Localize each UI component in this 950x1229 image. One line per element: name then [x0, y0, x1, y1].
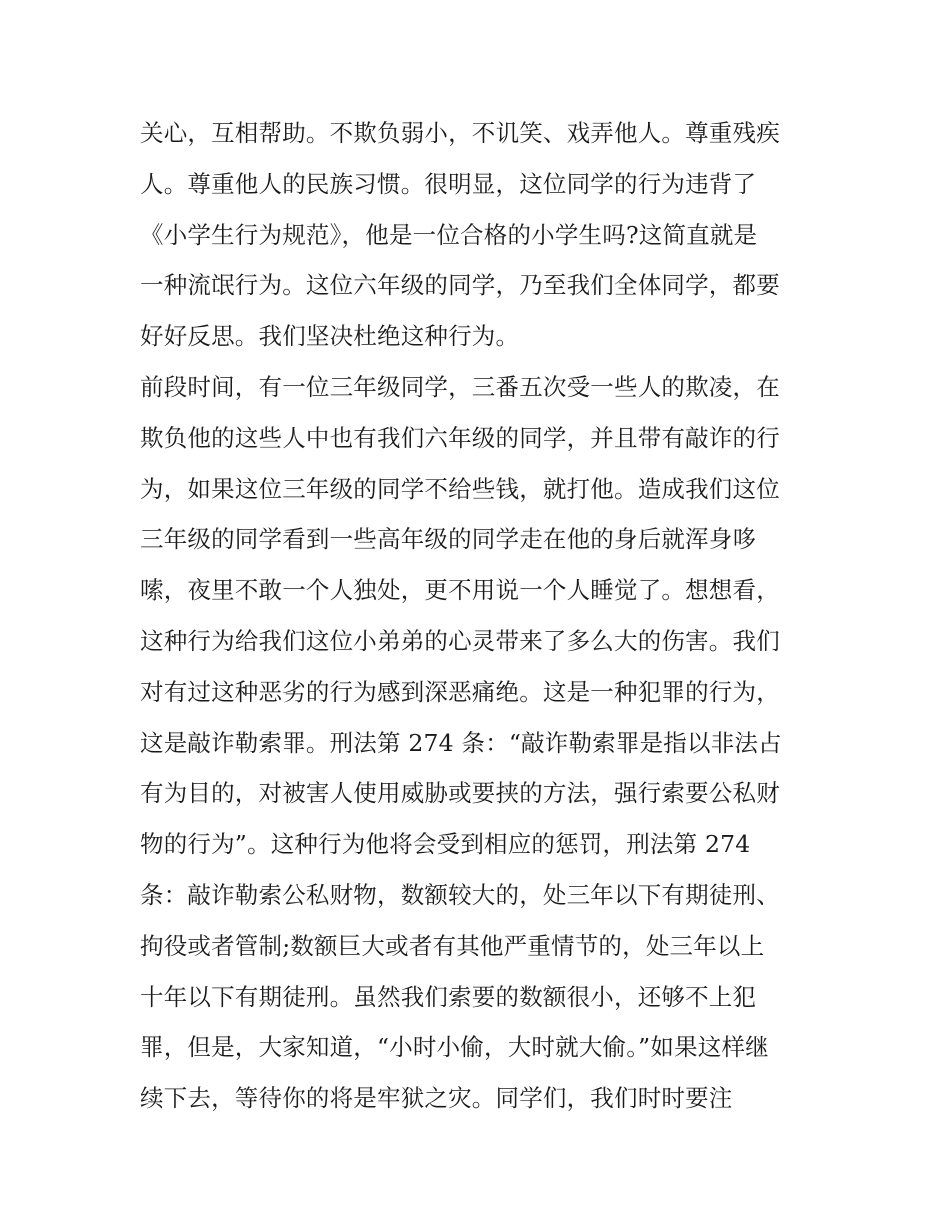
- text-line-3: 《小学生行为规范》，他是一位合格的小学生吗?这简直就是: [140, 220, 758, 249]
- text-line-18: 十年以下有期徒刑。虽然我们索要的数额很小，还够不上犯: [140, 982, 757, 1011]
- text-line-9: 三年级的同学看到一些高年级的同学走在他的身后就浑身哆: [140, 525, 757, 554]
- text-line-14: 有为目的，对被害人使用威胁或要挟的方法，强行索要公私财: [140, 779, 780, 808]
- text-line-20: 续下去，等待你的将是牢狱之灾。同学们，我们时时要注: [140, 1084, 733, 1113]
- text-line-7: 欺负他的这些人中也有我们六年级的同学，并且带有敲诈的行: [140, 423, 780, 452]
- text-line-16: 条：敲诈勒索公私财物，数额较大的，处三年以下有期徒刑、: [140, 880, 780, 909]
- text-line-6: 前段时间，有一位三年级同学，三番五次受一些人的欺凌，在: [140, 372, 780, 401]
- text-line-11: 这种行为给我们这位小弟弟的心灵带来了多么大的伤害。我们: [140, 626, 780, 655]
- text-line-19: 罪，但是，大家知道，“小时小偷，大时就大偷。”如果这样继: [140, 1033, 769, 1062]
- text-line-8: 为，如果这位三年级的同学不给些钱，就打他。造成我们这位: [140, 474, 780, 503]
- text-line-15: 物的行为”。这种行为他将会受到相应的惩罚，刑法第 274: [140, 830, 751, 859]
- text-line-17: 拘役或者管制;数额巨大或者有其他严重情节的，处三年以上: [140, 931, 765, 960]
- text-line-13: 这是敲诈勒索罪。刑法第 274 条：“敲诈勒索罪是指以非法占: [140, 728, 782, 757]
- text-line-12: 对有过这种恶劣的行为感到深恶痛绝。这是一种犯罪的行为，: [140, 677, 780, 706]
- text-line-1: 关心，互相帮助。不欺负弱小，不讥笑、戏弄他人。尊重残疾: [140, 119, 780, 147]
- text-line-4: 一种流氓行为。这位六年级的同学，乃至我们全体同学，都要: [140, 271, 780, 300]
- text-line-10: 嗦，夜里不敢一个人独处，更不用说一个人睡觉了。想想看，: [140, 576, 780, 605]
- text-line-2: 人。尊重他人的民族习惯。很明显，这位同学的行为违背了: [140, 169, 757, 198]
- body-text: [140, 108, 830, 1124]
- text-line-5: 好好反思。我们坚决杜绝这种行为。: [140, 322, 520, 351]
